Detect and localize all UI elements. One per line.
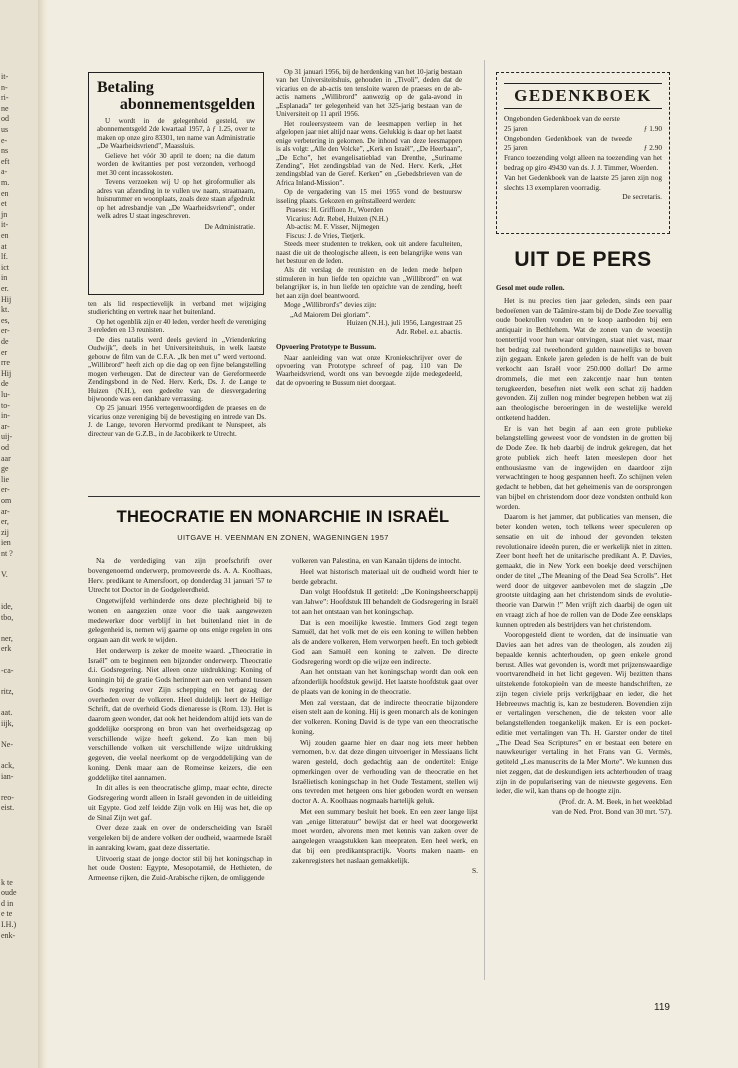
paragraph: Het onderwerp is zeker de moeite waard. „Theocratie in Israël” om te beginnen een bijzonder onderwerp. Theocratie d.i. Godsregering. Niet alleen onze uitdrukking: Koning of koningin bij de gratie Gods herinnert aan een verband tussen Gods regering over Zijn schepping en het gezag der overheden over de volkeren. Heel duidelijk leert de Heilige Schrift, dat de overheid Gods dienaresse is (Rom. 13). Het is daarom geen wonder, dat ook het heidendom altijd iets van de goddelijke oorsprong en bron van het overheidsgezag op verschillende wijze heeft gekend. Zo kan men bij verschillende volken uit verschillende wijze uitdrukking gegeven, die veelal neerkomt op de vergoddelijking van de koning. Denk maar aan de Romeinse keizers, die een goddelijke titel aannamen. <box>88 645 272 782</box>
previous-page-fragment: de <box>1 337 9 346</box>
betaling-box <box>88 72 264 295</box>
gedenkboek-sign: De secretaris. <box>622 192 662 202</box>
paragraph: Vooropgesteld dient te worden, dat de insinuatie van Davies aan het adres van de theologen, als zouden zij bepaalde kennis achterhouden, op geen enkele grond berust. Alles wat gevonden is, wordt met prijzenswaardige voortvarendheid in het licht gegeven. Wij bezitten thans uitstekende fotokopieën van de meeste handschriften, ze zijn tegen civiele prijs verkrijgbaar en ieder, die het Hebreeuws machtig is, kan ze bestuderen. Bovendien zijn er vertalingen verschenen, die de teksten voor alle belangstellenden toegankelijk maken. Er is een pocket-editie met vertalingen van Th. H. Garster onder de titel „The Dead Sea Scriptures” en er bestaat een betere en nauwkeuriger vertaling in het Frans van G. Vermès, getiteld „Les manuscrits de la Mer Morte”. We kunnen dus niet zeggen, dat de deskundigen iets achterhouden of traag zijn in de popularisering van de nieuwste gegevens. Een ieder, die wil, kan thans op de hoogte zijn. <box>496 630 672 796</box>
paragraph: Na de verdediging van zijn proefschrift over bovengenoemd onderwerp, promoveerde ds. A. A. Koolhaas, Herv. predikant te Amersfoort, op donderdag 31 januari '57 te Utrecht tot Doctor in de Godgeleerdheid. <box>88 556 272 595</box>
previous-page-fragment: ar- <box>1 506 10 516</box>
previous-page-fragment: in <box>1 273 8 283</box>
previous-page-fragment: uij- <box>1 432 13 442</box>
page-number: 119 <box>654 1002 670 1013</box>
paragraph: Dat is een moeilijke kwestie. Immers God zegt tegen Samuël, dat het volk met de eis een koning te willen hebben als de andere volkeren, Hem verworpen heeft. En toch gebiedt God aan Samuël een koning te zalven. De directe Godsregering wordt op die wijze een indirecte. <box>292 617 478 666</box>
previous-page-fragment: ner, <box>1 633 13 643</box>
pers-column <box>496 282 672 980</box>
previous-page-fragment: it- <box>1 72 9 81</box>
previous-page-fragment: ri- <box>1 93 9 103</box>
motto: Moge „Willibrord's” devies zijn: <box>284 301 377 310</box>
paragraph: Aan het ontstaan van het koningschap wordt dan ook een afzonderlijk hoofdstuk gewijd. Het laatste hoofdstuk gaat over de plaats van de koning in de theocratie. <box>292 667 478 696</box>
previous-page-fragment: it- <box>1 220 9 230</box>
opvoering-heading: Opvoering Prototype te Bussum. <box>276 343 377 352</box>
previous-page-fragment: k te <box>1 877 13 887</box>
previous-page-fragment: er- <box>1 485 10 495</box>
previous-page-fragment: enk- <box>1 930 16 940</box>
previous-page-fragment: ne <box>1 103 9 113</box>
paragraph: Op 25 januari 1956 vertegenwoordigden de praeses en de vicarius onze vereniging bij de bevestiging en intrede van Ds. J. de Lange, tevoren Hervormd predikant te Nunspeet, als directeur van de G.Z.B., in de Jacobikerk te Utrecht. <box>88 404 266 438</box>
previous-page-fragment: erk <box>1 644 12 654</box>
signature-place: Huizen (N.H.), juli 1956, Langestraat 25 <box>346 319 462 328</box>
board-member: Fiscus: J. de Vries, Tietjerk. <box>286 231 365 240</box>
betaling-paragraph: U wordt in de gelegenheid gesteld, uw abonnementsgeld 2de kwartaal 1957, à ƒ 1.25, over te maken op onze giro 83301, ten name van Administratie „De Waarheidsvriend”, Maassluis. <box>97 117 255 151</box>
previous-page-fragment: iijk, <box>1 718 14 728</box>
column-divider <box>484 60 485 980</box>
previous-page-fragment: nt ? <box>1 549 13 558</box>
previous-page-fragment: aar <box>1 453 11 463</box>
previous-page-fragment: en <box>1 188 9 198</box>
paragraph: Ongetwijfeld verhinderde ons deze plechtigheid bij te wonen en aangezien onze voor die taak aangewezen medewerker door verblijf in het buitenland niet in de gelegenheid is, nemen wij gaarne op ons enige regelen in ons orgaan aan dit werk te wijden. <box>88 596 272 644</box>
previous-page-fragment: ian- <box>1 771 14 781</box>
gedenkboek-text: Franco toezending volgt alleen na toezending van het bedrag op giro 49430 van ds. J. J. Timmer, Woerden. <box>504 153 662 172</box>
previous-page-fragment: lie <box>1 474 9 484</box>
previous-page-fragment: jn <box>1 209 8 219</box>
board-member: Vicarius: Adr. Rebel, Huizen (N.H.) <box>286 214 389 223</box>
previous-page-fragment: ien <box>1 538 11 548</box>
paragraph: Steeds meer studenten te trekken, ook uit andere faculteiten, naast die uit de theologische alleen, is een belangrijke wens van het bestuur en de leden. <box>276 240 462 265</box>
previous-page-fragment: Ne- <box>1 739 13 749</box>
gedenkboek-line: Ongebonden Gedenkboek van de eerste <box>504 114 620 123</box>
board-list <box>276 206 462 240</box>
previous-page-fragment: ritz, <box>1 686 14 696</box>
previous-page-fragment: ack, <box>1 761 15 770</box>
gedenkboek-label: 25 jaren <box>504 123 528 133</box>
signature-name: Adr. Rebel. e.t. abactis. <box>395 327 462 336</box>
betaling-signoff: De Administratie. <box>204 223 255 232</box>
previous-page-fragment: n- <box>1 82 8 92</box>
willibrord-report-col1 <box>88 300 266 480</box>
previous-page-fragment: eist. <box>1 803 15 813</box>
paragraph: In dit alles is een theocratische glimp, maar echte, directe Godsregering wordt alleen in Israël gevonden in de uitleiding uit Egypte. God zelf leidde Zijn volk en Hij was het, die op de Sinaï Zijn wet gaf. <box>88 783 272 822</box>
previous-page-fragment: er, <box>1 517 9 527</box>
paragraph: Als dit verslag de reunisten en de leden mede helpen stimuleren in hun liefde ten opzichte van „Willibrord” en wat belangrijker is, in hun liefde ten opzichte van de zending, heeft het aan zijn doel beantwoord. <box>276 266 462 300</box>
page-gutter <box>38 0 48 1068</box>
board-member: Ab-actis: M. F. Visser, Nijmegen <box>286 223 380 232</box>
paragraph: Het is nu precies tien jaar geleden, sinds een paar bedoeïenen van de Taâmire-stam bij de Dode Zee toevallig oude boekrollen vonden en te koop aanboden bij een antiquair in Bethlehem. Wat de zonen van de woestijn toentertijd voor hun waar ontvingen, staat niet vast, maar het bedrag zal tweehonderd gulden nauwelijks te boven zijn gegaan. Enkele jaren geleden is de helft van de buit verkocht aan Israël voor 250.000 dollar! De arme drommels, die met een zakcentje naar hun tenten terugkeerden, beseften niet welk een schat zij hadden gevonden. Zij zullen nog minder begrepen hebben wat zij aan theologische beroeringen in de westelijke wereld ontketend hadden. <box>496 295 672 422</box>
pers-title: UIT DE PERS <box>514 248 652 271</box>
betaling-title-2: abonnementsgelden <box>119 96 255 113</box>
betaling-title: Betaling <box>97 79 154 96</box>
paragraph: Er is van het begin af aan een grote publieke belangstelling geweest voor de vondsten in de grotten bij de Dode Zee. Ik heb daarbij de indruk gekregen, dat het grote publiek zich heeft laten meeslepen door het enthousiasme van de ingewijden en daardoor zijn verwachtingen te hoog gespannen heeft. Zo schijnen velen gedacht te hebben, dat het geheimenis van de oorsprongen van bijbel en christendom door deze vondsten onthuld kon worden. <box>496 423 672 511</box>
previous-page-fragment: oude <box>1 888 17 898</box>
gedenkboek-price: ƒ 1.90 <box>643 123 662 133</box>
gedenkboek-text: Van het Gedenkboek van de laatste 25 jaren zijn nog slechts 13 exemplaren voorradig. <box>504 172 662 192</box>
previous-page-fragment: us <box>1 125 9 134</box>
previous-page-fragment: e te <box>1 909 13 919</box>
betaling-paragraph: Gelieve het vóór 30 april te doen; na die datum worden de kwitanties per post verzonden, verhoogd met 30 cent incassokosten. <box>97 151 255 177</box>
previous-page-fragment: lu- <box>1 390 10 399</box>
previous-page-fragment: om <box>1 496 12 505</box>
previous-page-fragment: V. <box>1 570 8 580</box>
previous-page-fragment: reo- <box>1 792 14 802</box>
paragraph: Met een summary besluit het boek. En een zeer lange lijst van „enige litteratuur” bewijst dat er heel wat doorgewerkt moet worden, alvorens men met kennis van zaken over de aangelegen vraagstukken kan meepraten. Een heel werk, en dat bij een predikantspractijk. Voorts maken naam- en zakenregisters het naslaan gemakkelijk. <box>292 806 478 865</box>
paragraph: Daarom is het jammer, dat publicaties van mensen, die beter konden weten, toch telkens weer speculeren op sensatie en uit de inhoud der gevonden teksten revolutionaire ideeën puren, die er werkelijk niet in zitten. Zeer bont heeft het de unitarische predikant A. P. Davies, gemaakt, die in New York een boekje deed verschijnen onder de titel „The Meaning of the Dead Sea Scrolls”. Het werd door de uitgever aanbevolen met de slagzin „De grootste uitdaging aan het christendom sinds de evolutie-theorie van Darwin !” Men vrijft zich daarbij de ogen uit en vraagt zich af hoe de rollen van de Dode Zee eensklaps kunnen optreden als bestrijders van het christendom. <box>496 512 672 629</box>
review-sign: S. <box>472 866 478 876</box>
paragraph: De dies natalis werd deels gevierd in „Vriendenkring Oudwijk”, deels in het Universiteitshuis, in welk laatste gebouw de film van de C.F.A. „Ik ben met u” werd vertoond. „Willibrord” heeft zich op die dag op een fijne belangstelling mogen verheugen. Dat de directeur van de Gereformeerde Zendingsbond in de Ned. Herv. Kerk, Ds. J. de Lange te Huizen (N.H.), een gedeelte van de diesvergadering bijwoonde was een dankbare verrassing. <box>88 335 266 403</box>
previous-page-fragment: a- <box>1 167 8 177</box>
previous-page-fragment: at <box>1 241 7 251</box>
divider <box>88 496 480 497</box>
gedenkboek-box <box>496 72 670 234</box>
previous-page-fragment: Hij <box>1 368 12 378</box>
previous-page-fragment: -ca- <box>1 665 14 675</box>
previous-page-fragment: tbo, <box>1 612 14 622</box>
previous-page-fragment: m. <box>1 178 10 187</box>
previous-page-fragment: ge <box>1 464 9 474</box>
previous-page-fragment: et <box>1 199 7 209</box>
review-subtitle: UITGAVE H. VEENMAN EN ZONEN, WAGENINGEN 1957 <box>177 533 389 542</box>
previous-page-fragment: en <box>1 231 9 240</box>
previous-page-fragment: ict <box>1 262 9 272</box>
pers-attribution: (Prof. dr. A. M. Beek, in het weekblad <box>559 797 672 806</box>
previous-page-fragment: es, <box>1 315 10 325</box>
paragraph: Op de vergadering van 15 mei 1955 vond de bestuursw isseling plaats. Gekozen en geïnstalleerd werden: <box>276 188 462 205</box>
gedenkboek-price-row <box>504 124 662 134</box>
previous-page-fragment: eft <box>1 156 10 166</box>
paragraph: Het rouleersysteem van de leesmappen verliep in het afgelopen jaar niet altijd naar wens. Gelukkig is daar op het laatst enige verbetering in gekomen. De inhoud van deze leesmappen is als volgt: „Alle den Volcke”, „Kerk en Israël”, „De Heerbaan”, „De Echo”, het evangelisatieblad van Drenthe, „Suriname Zending”, Het zendingsblad van de Ned. Herv. Kerk, „Het zendingsblad van de Geref. Kerken” en „Gebedsbrieven van de Africa Inland-Mission”. <box>276 119 462 187</box>
opvoering-text: Naar aanleiding van wat onze Kroniekschrijver over de opvoering van Prototype schreef of pag. 110 van De Waarheidsvriend, wordt ons van bevoegde zijde medegedeeld, dat de opvoering te Bussum niet doorgaat. <box>276 353 462 387</box>
paragraph: Heel wat historisch materiaal uit de oudheid wordt hier te berde gebracht. <box>292 566 478 586</box>
gedenkboek-line: Ongebonden Gedenkboek van de tweede 25 jaren <box>504 133 632 153</box>
previous-page-fragment: er- <box>1 326 10 336</box>
paragraph: Op het ogenblik zijn er 40 leden, verder heeft de vereniging 3 ereleden en 13 reunisten. <box>88 317 266 335</box>
previous-page-fragment: Hij <box>1 294 12 304</box>
previous-page-edge <box>0 0 40 1068</box>
previous-page-fragment: ar- <box>1 421 10 431</box>
previous-page-fragment: od <box>1 114 9 124</box>
paragraph: Uitvoerig staat de jonge doctor stil bij het koningschap in het oude Oosten: Egypte, Mesopotamië, de Hethieten, de Armeense rijken, die Zuid-Arabische rijken, de omliggende <box>88 853 272 882</box>
pers-attribution: van de Ned. Prot. Bond van 30 mrt. '57). <box>552 806 672 816</box>
previous-page-fragment: zij <box>1 527 9 537</box>
paragraph: Over deze zaak en over de onderscheiding van Israël vergeleken bij de andere volken der oudheid, waarmede Israël in aanraking kwam, gaat deze dissertatie. <box>88 823 272 852</box>
paragraph: Dan volgt Hoofdstuk II getiteld: „De Koningsheerschappij van Jahwe”: Hoofdstuk III behandelt de Godsregering in Israël tot aan het ontstaan van het koningschap. <box>292 587 478 616</box>
previous-page-fragment: e- <box>1 135 8 145</box>
board-member: Praeses: H. Griffioen Jr., Woerden <box>286 206 384 215</box>
previous-page-fragment: rre <box>1 358 10 368</box>
gedenkboek-title: GEDENKBOEK <box>504 83 662 109</box>
motto-quote: „Ad Maiorem Dei gloriam”. <box>290 310 371 319</box>
previous-page-fragment: to- <box>1 400 10 410</box>
previous-page-fragment: de <box>1 379 9 389</box>
gedenkboek-price: ƒ 2.90 <box>643 143 662 153</box>
previous-page-fragment: in- <box>1 411 10 421</box>
previous-page-fragment: od <box>1 443 9 452</box>
previous-page-fragment: aat. <box>1 708 13 717</box>
previous-page-fragment: kt. <box>1 305 10 315</box>
previous-page-fragment: ns <box>1 146 9 156</box>
previous-page-fragment: ide, <box>1 602 13 611</box>
previous-page-fragment: d in <box>1 898 14 908</box>
previous-page-fragment: er. <box>1 284 9 293</box>
paragraph: Wij zouden gaarne hier en daar nog iets meer hebben vernomen, b.v. dat deze dingen uitvoeriger in Messiaans licht waren gesteld, doch gedachtig aan de ondertitel: Enige opmerkingen over de verhouding van de theocratie en het Israëlietisch koningschap in het Oude Testament, stellen wij ons tevreden met hetgeen ons hier geboden wordt en wensen doctor A. A. Koolhaas nogmaals hartelijk geluk. <box>292 737 478 805</box>
paragraph: ten als lid respectievelijk in verband met wijziging studierichting en vertrek naar het buitenland. <box>88 300 266 317</box>
previous-page-fragment: lf. <box>1 252 8 262</box>
previous-page-fragment: er <box>1 347 8 357</box>
pers-subheading: Gesol met oude rollen. <box>496 284 565 292</box>
review-col-a <box>88 556 272 986</box>
previous-page-fragment: I.H.) <box>1 920 17 929</box>
review-title: THEOCRATIE EN MONARCHIE IN ISRAËL <box>116 508 450 526</box>
betaling-paragraph: Tevens verzoeken wij U op het giroformulier als adres van afzending in te vullen uw naam, straatnaam, huisnummer en woonplaats, zoals deze staan afgedrukt op het adresbandje van „De Waarheidsvriend”, onder welk adres U staat ingeschreven. <box>97 178 255 220</box>
paragraph: volkeren van Palestina, en van Kanaän tijdens de intocht. <box>292 556 462 565</box>
review-col-b <box>292 556 478 986</box>
paragraph: Op 31 januari 1956, bij de herdenking van het 10-jarig bestaan van het Universiteitshuis, gehouden in „Tivoli”, deden dat de vicarius en de ab-actis ten tensloite waren de praeses en de ab-actis namens „Willibrord” aanwezig op de gala-avond in „Esplanada” ter gelegenheid van het 325-jarig bestaan van de Universiteit op 11 april 1956. <box>276 68 462 119</box>
paragraph: Men zal verstaan, dat de indirecte theocratie bijzondere eisen stelt aan de koning. Hij is geen monarch als de koningen der volkeren. Koning David is de type van een theocratische koning. <box>292 697 478 736</box>
willibrord-report-col2 <box>276 68 462 480</box>
